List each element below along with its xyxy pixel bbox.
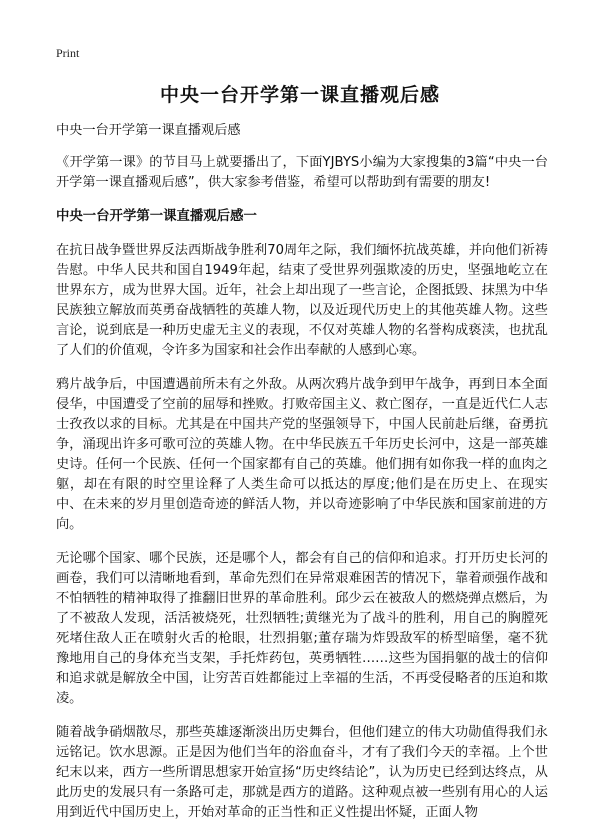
section-heading: 中央一台开学第一课直播观后感一: [56, 209, 257, 224]
intro-paragraph: 《开学第一课》的节目马上就要播出了，下面YJBYS小编为大家搜集的3篇“中央一台开学第一课直播观后感”，供大家参考借鉴，希望可以帮助到有需要的朋友!: [56, 155, 548, 190]
body-paragraph-3: 无论哪个国家、哪个民族，还是哪个人，都会有自己的信仰和追求。打开历史长河的画卷，我们可以清晰地看到，革命先烈们在异常艰难困苦的情况下，靠着顽强作战和不怕牺牲的精神取得了推翻旧世界的革命胜利。邱少云在被敌人的燃烧弹点燃后，为了不被敌人发现，活活被烧死，壮烈牺牲;黄继光为了战斗的胜利，用自己的胸膛死死堵住敌人正在喷射火舌的枪眼，壮烈捐躯;董存瑞为炸毁敌军的桥型暗堡，毫不犹豫地用自己的身体充当支架，手托炸药包，英勇牺牲……这些为国捐躯的战士的信仰和追求就是解放全中国，让穷苦百姓都能过上幸福的生活，不再受侵略者的压迫和欺凌。: [56, 551, 548, 706]
page-title: 中央一台开学第一课直播观后感: [159, 84, 440, 106]
article-subtitle: 中央一台开学第一课直播观后感: [56, 123, 241, 138]
body-paragraph-1: 在抗日战争暨世界反法西斯战争胜利70周年之际，我们缅怀抗战英雄，并向他们祈祷告慰。中华人民共和国自1949年起，结束了受世界列强欺凌的历史，坚强地屹立在世界东方，成为世界大国。近年，社会上却出现了一些言论，企图抵毁、抹黑为中华民族独立解放而英勇奋战牺牲的英雄人物，以及近现代历史上的其他英雄人物。这些言论，说到底是一种历史虚无主义的表现，不仅对英雄人物的名誉构成亵渎，也扰乱了人们的价值观，令许多为国家和社会作出奉献的人感到心寒。: [56, 243, 548, 358]
print-link[interactable]: Print: [56, 46, 80, 60]
body-paragraph-2: 鸦片战争后，中国遭遇前所未有之外敌。从两次鸦片战争到甲午战争，再到日本全面侵华，中国遭受了空前的屈辱和挫败。打败帝国主义、救亡图存，一直是近代仁人志士孜孜以求的目标。尤其是在中国共产党的坚强领导下，中国人民前赴后继，奋勇抗争，涌现出许多可歌可泣的英雄人物。在中华民族五千年历史长河中，这是一部英雄史诗。任何一个民族、任何一个国家都有自己的英雄。他们拥有如你我一样的血肉之躯，却在有限的时空里诠释了人类生命可以抵达的厚度;他们是在历史上、在现实中、在未来的岁月里创造奇迹的鲜活人物，并以奇迹影响了中华民族和国家前进的方向。: [56, 377, 548, 532]
article-body: [56, 121, 548, 837]
body-paragraph-4: 随着战争硝烟散尽，那些英雄逐渐淡出历史舞台，但他们建立的伟大功勋值得我们永远铭记。饮水思源。正是因为他们当年的浴血奋斗，才有了我们今天的幸福。上个世纪末以来，西方一些所谓思想家开始宣扬“历史终结论”，认为历史已经到达终点，从此历史的发展只有一条路可走，那就是西方的道路。这种观点被一些别有用心的人运用到近代中国历史上，开始对革命的正当性和正义性提出怀疑，正面人物: [56, 725, 548, 820]
